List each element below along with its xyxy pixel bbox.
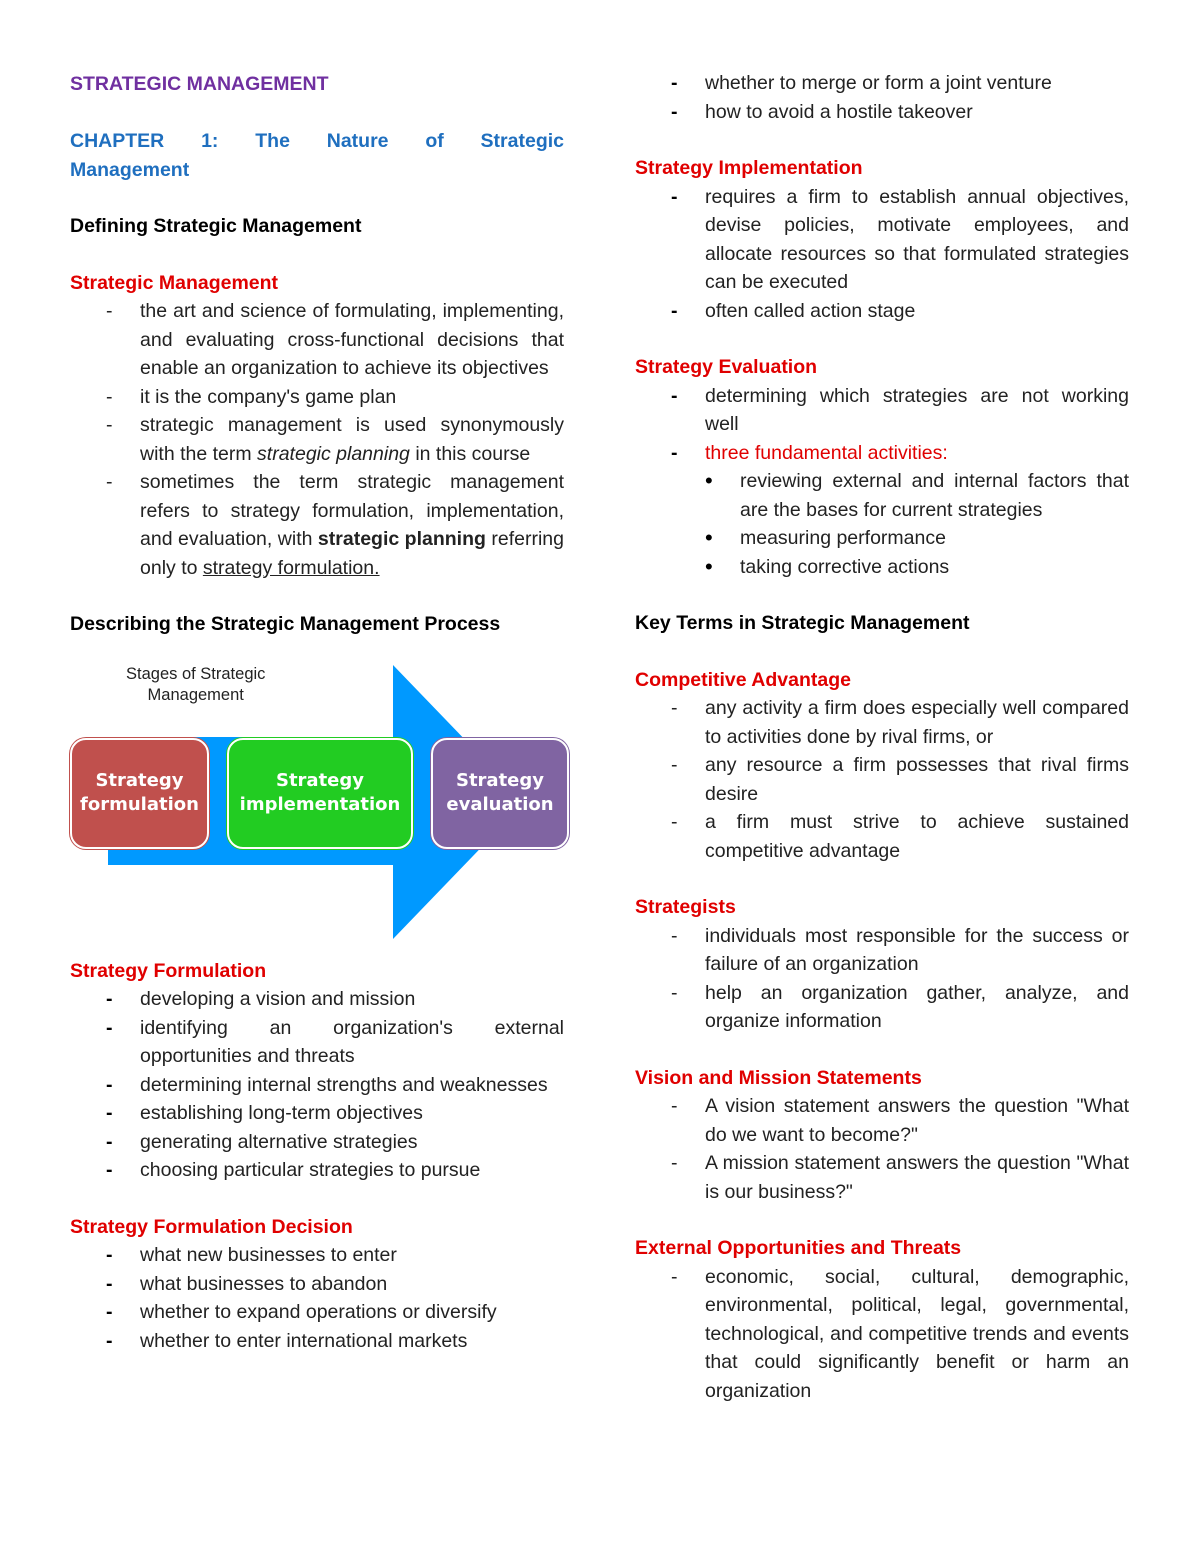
evaluation-list — [635, 382, 1129, 582]
document-title: STRATEGIC MANAGEMENT — [70, 73, 329, 95]
list-item: - what new businesses to enter — [70, 1241, 564, 1270]
underlined-term: strategy formulation. — [202, 556, 380, 579]
list-item: - a firm must strive to achieve sustained competitive advantage — [635, 808, 1129, 865]
item-text: sometimes the term strategic management refers to strategy formulation, implementation, and evaluation, with — [140, 471, 564, 550]
stages-label-line2: Management — [147, 685, 244, 704]
evaluation-heading: Strategy Evaluation — [635, 356, 818, 378]
vision-mission-heading: Vision and Mission Statements — [635, 1066, 922, 1089]
sublist-item: • measuring performance — [705, 524, 1129, 553]
competitive-advantage-heading: Competitive Advantage — [635, 668, 851, 691]
stage-label: formulation — [80, 794, 199, 815]
stage-evaluation-box — [431, 738, 569, 849]
chapter-heading-line2: Management — [70, 158, 190, 181]
vision-mission-list — [635, 1092, 1129, 1206]
item-text: strategic management is used synonymously with the term — [140, 414, 564, 465]
list-item: - help an organization gather, analyze, and organize information — [635, 979, 1129, 1036]
list-item: - whether to expand operations or diversify — [70, 1298, 564, 1327]
list-item — [70, 468, 564, 582]
key-terms-heading: Key Terms in Strategic Management — [635, 612, 970, 634]
decision-list — [70, 1241, 564, 1355]
stage-label: Strategy — [455, 770, 545, 791]
activities-sublist — [705, 467, 1129, 581]
item-text: referring only to — [140, 528, 564, 579]
stage-label: Strategy — [275, 770, 365, 791]
process-heading: Describing the Strategic Management Process — [70, 613, 501, 635]
stage-formulation-box — [70, 738, 209, 849]
decision-list-continued — [635, 69, 1129, 126]
implementation-heading: Strategy Implementation — [635, 157, 863, 179]
list-item: - economic, social, cultural, demographic, environmental, political, legal, governmental, technological, and competitive trends and events that could significantly benefit or harm an organization — [635, 1263, 1129, 1406]
right-column — [635, 69, 1129, 1405]
decision-heading: Strategy Formulation Decision — [70, 1215, 353, 1238]
stage-implementation-box — [227, 738, 413, 849]
chapter-heading-line1: CHAPTER 1: The Nature of Strategic — [70, 130, 564, 152]
external-heading: External Opportunities and Threats — [635, 1237, 962, 1259]
definition-list — [70, 297, 564, 582]
competitive-advantage-list — [635, 694, 1129, 865]
strategists-heading: Strategists — [635, 896, 736, 918]
list-item: - often called action stage — [635, 297, 1129, 326]
list-item: - what businesses to abandon — [70, 1270, 564, 1299]
stage-label: Strategy — [95, 770, 184, 791]
list-item: - determining which strategies are not working well — [635, 382, 1129, 439]
list-item — [70, 411, 564, 468]
list-item — [635, 439, 1129, 582]
chapter-heading — [70, 127, 564, 184]
bold-term: strategic planning — [317, 528, 486, 550]
stage-label: evaluation — [446, 794, 554, 815]
list-item: - establishing long-term objectives — [70, 1099, 564, 1128]
formulation-heading: Strategy Formulation — [70, 959, 267, 982]
list-item: - requires a firm to establish annual objectives, devise policies, motivate employees, and allocate resources so that formulated strategies can be executed — [635, 183, 1129, 297]
defining-heading: Defining Strategic Management — [70, 215, 362, 237]
sublist-item: • taking corrective actions — [705, 553, 1129, 582]
list-item: - A vision statement answers the question "What do we want to become?" — [635, 1092, 1129, 1149]
italic-term: strategic planning — [257, 442, 410, 465]
left-column — [70, 70, 564, 1355]
list-item: - whether to merge or form a joint venture — [635, 69, 1129, 98]
list-item: - A mission statement answers the question "What is our business?" — [635, 1149, 1129, 1206]
list-item: - how to avoid a hostile takeover — [635, 98, 1129, 127]
list-item: - identifying an organization's external opportunities and threats — [70, 1014, 564, 1071]
stage-label: implementation — [239, 794, 401, 815]
list-item: - whether to enter international markets — [70, 1327, 564, 1356]
fundamental-activities-label: three fundamental activities: — [705, 441, 948, 464]
stages-label-line1: Stages of Strategic — [126, 664, 266, 683]
implementation-list — [635, 183, 1129, 326]
list-item: - it is the company's game plan — [70, 383, 564, 412]
stages-label — [126, 664, 265, 706]
formulation-list — [70, 985, 564, 1185]
list-item: - choosing particular strategies to pursue — [70, 1156, 564, 1185]
strategic-management-term: Strategic Management — [70, 271, 279, 294]
list-item: - determining internal strengths and weaknesses — [70, 1071, 564, 1100]
stages-diagram — [70, 653, 570, 943]
list-item: - the art and science of formulating, implementing, and evaluating cross-functional decisions that enable an organization to achieve its objectives — [70, 297, 564, 383]
list-item: - individuals most responsible for the success or failure of an organization — [635, 922, 1129, 979]
item-text: in this course — [409, 442, 531, 465]
list-item: - developing a vision and mission — [70, 985, 564, 1014]
list-item: - any resource a firm possesses that rival firms desire — [635, 751, 1129, 808]
strategists-list — [635, 922, 1129, 1036]
external-list — [635, 1263, 1129, 1406]
list-item: - any activity a firm does especially well compared to activities done by rival firms, or — [635, 694, 1129, 751]
list-item: - generating alternative strategies — [70, 1128, 564, 1157]
sublist-item: • reviewing external and internal factors that are the bases for current strategies — [705, 467, 1129, 524]
